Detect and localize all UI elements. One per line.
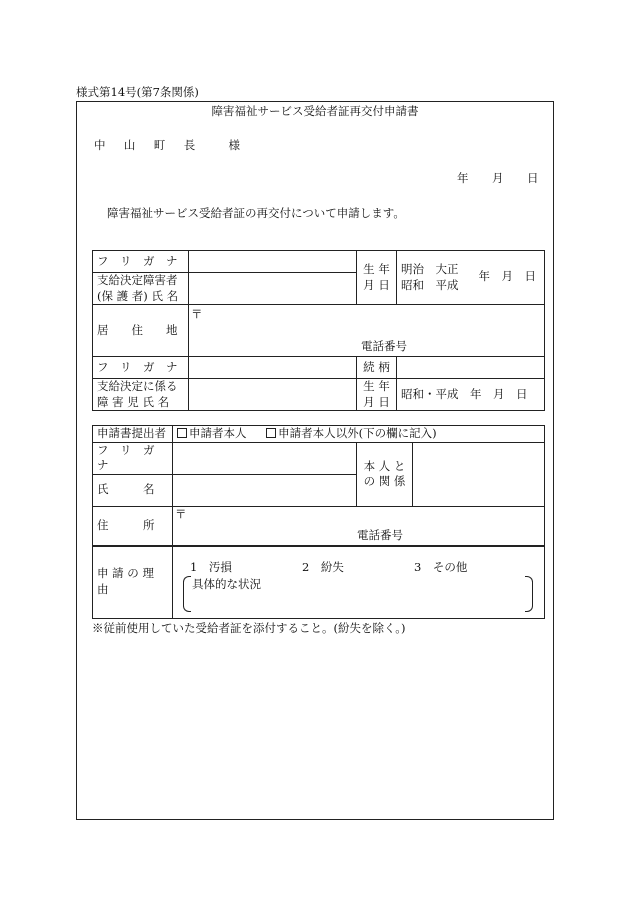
detail-label: 具体的な状況: [192, 577, 261, 591]
submitter-address-label: 住 所: [93, 506, 173, 546]
form-title: 障害福祉サービス受給者証再交付申請書: [211, 104, 419, 118]
submitter-furigana-field[interactable]: [173, 442, 357, 474]
date-month: 月: [492, 171, 504, 185]
furigana-field[interactable]: [189, 251, 357, 273]
detail-box[interactable]: [183, 576, 533, 612]
reason-label: 申 請 の 理 由: [93, 546, 173, 619]
applicant-name-field[interactable]: [189, 273, 357, 305]
era-row-1: 明治 大正: [401, 262, 459, 276]
reason-option-2[interactable]: 2 紛失: [302, 560, 344, 574]
submitter-options: [173, 426, 545, 443]
submitter-name-field[interactable]: [173, 474, 357, 506]
era-row-2: 昭和 平成: [401, 277, 459, 292]
option-other[interactable]: 申請者本人以外(下の欄に記入): [266, 426, 436, 440]
address-label: 居 住 地: [93, 305, 189, 357]
relation-field[interactable]: [397, 357, 545, 379]
child-furigana-field[interactable]: [189, 357, 357, 379]
postal-mark: 〒: [191, 307, 203, 322]
phone-label: 電話番号: [361, 338, 407, 353]
addressee: 中 山 町 長 様: [94, 138, 244, 152]
postal-mark-2: 〒: [175, 506, 187, 521]
relation-to-self-field[interactable]: [413, 442, 545, 506]
child-name-field[interactable]: [189, 379, 357, 411]
relation-to-self-label: 本 人 と の 関 係: [357, 442, 413, 506]
reason-option-3[interactable]: 3 その他: [414, 560, 468, 574]
date-year: 年: [457, 171, 469, 185]
phone-label-2: 電話番号: [357, 528, 403, 543]
left-bracket: [183, 576, 191, 612]
checkbox-self[interactable]: [177, 428, 187, 438]
submitter-furigana-label: フ リ ガ ナ: [93, 442, 173, 474]
relation-label: 続 柄: [357, 357, 397, 379]
right-bracket: [525, 576, 533, 612]
birth-label: 生 年 月 日: [357, 251, 397, 305]
submitter-name-label: 氏 名: [93, 474, 173, 506]
applicant-table: [92, 250, 545, 411]
note-text: ※従前使用していた受給者証を添付すること。(紛失を除く。): [92, 621, 406, 635]
child-name-label: 支給決定に係る 障 害 児 氏 名: [93, 379, 189, 411]
birth-date: 年 月 日: [478, 269, 536, 283]
furigana-label: フ リ ガ ナ: [93, 251, 189, 273]
submitter-table: [92, 425, 545, 547]
applicant-name-label: 支給決定障害者 (保 護 者) 氏 名: [93, 273, 189, 305]
date-day: 日: [527, 171, 539, 185]
checkbox-other[interactable]: [266, 428, 276, 438]
intro-text: 障害福祉サービス受給者証の再交付について申請します。: [107, 206, 405, 220]
form-number: 様式第14号(第7条関係): [76, 85, 199, 99]
child-birth-label: 生 年 月 日: [357, 379, 397, 411]
birth-field[interactable]: [397, 251, 545, 305]
child-birth-field[interactable]: 昭和・平成 年 月 日: [397, 379, 545, 411]
reason-option-1[interactable]: 1 汚損: [190, 560, 232, 574]
child-furigana-label: フ リ ガ ナ: [93, 357, 189, 379]
option-self[interactable]: 申請者本人: [177, 426, 247, 440]
submitter-label: 申請書提出者: [93, 426, 173, 443]
submitter-address-field[interactable]: [173, 506, 545, 546]
address-field[interactable]: [189, 305, 545, 357]
